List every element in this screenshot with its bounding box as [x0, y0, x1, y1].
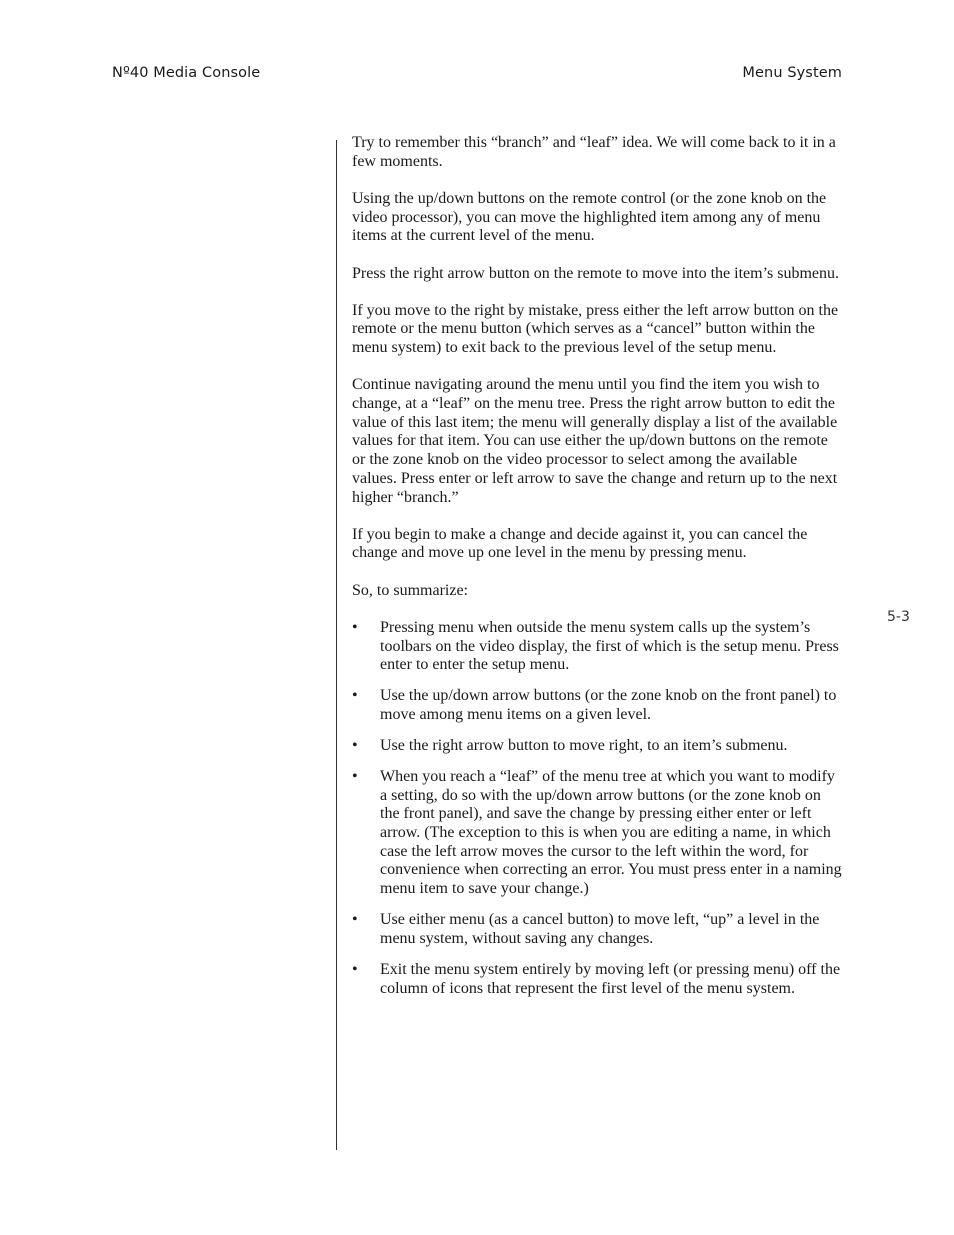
list-item — [352, 619, 844, 675]
paragraph-cancel: If you begin to make a change and decide against it, you can cancel the change and move up one level in the menu by pressing menu. — [352, 525, 808, 562]
paragraph-up-down: Using the up/down buttons on the remote control (or the zone knob on the video processor), you can move the highlighted item among any of menu items at the current level of the menu. — [352, 189, 827, 245]
list-item — [352, 768, 844, 899]
list-item — [352, 737, 844, 756]
list-item-text: Use the right arrow button to move right, to an item’s submenu. — [380, 736, 788, 754]
bullet-mark: • — [352, 767, 358, 785]
list-item-text: Use either menu (as a cancel button) to move left, “up” a level in the menu system, without saving any changes. — [380, 911, 820, 947]
bullet-mark: • — [352, 736, 358, 754]
list-item — [352, 687, 844, 724]
paragraph-continue: Continue navigating around the menu until you find the item you wish to change, at a “leaf” on the menu tree. Press the right arrow button to edit the value of this last item; the menu will generally display a list of the available values for that item. You can use either the up/down buttons on the remote or the zone knob on the video processor to select among the available values. Press enter or left arrow to save the change and return up to the next higher “branch.” — [352, 376, 838, 506]
running-header-section: Menu System — [742, 65, 842, 81]
bullet-mark: • — [352, 618, 358, 636]
bullet-mark: • — [352, 911, 358, 929]
list-item-text: Exit the menu system entirely by moving left (or pressing menu) off the column of icons that represent the first level of the menu system. — [380, 960, 841, 997]
margin-rule — [336, 140, 337, 1150]
paragraph-right-arrow: Press the right arrow button on the remote to move into the item’s submenu. — [352, 264, 840, 282]
page-number: 5-3 — [887, 609, 910, 625]
body-text — [352, 134, 844, 1011]
list-item — [352, 961, 844, 998]
paragraph-summarize: So, to summarize: — [352, 581, 468, 599]
bullet-mark: • — [352, 687, 358, 705]
list-item — [352, 911, 844, 948]
paragraph-branch-leaf: Try to remember this “branch” and “leaf” idea. We will come back to it in a few moments. — [352, 134, 836, 170]
paragraph-mistake: If you move to the right by mistake, press either the left arrow button on the remote or the menu button (which serves as a “cancel” button within the menu system) to exit back to the previous level of the setup menu. — [352, 301, 839, 357]
summary-list — [352, 619, 844, 998]
list-item-text: Pressing menu when outside the menu system calls up the system’s toolbars on the video display, the first of which is the setup menu. Press enter to enter the setup menu. — [380, 618, 839, 674]
running-header-title: Nº40 Media Console — [112, 65, 261, 81]
bullet-mark: • — [352, 960, 358, 978]
list-item-text: When you reach a “leaf” of the menu tree at which you want to modify a setting, do so with the up/down arrow buttons (or the zone knob on the front panel), and save the change by pressing either enter or left arrow. (The exception to this is when you are editing a name, in which case the left arrow moves the cursor to the left within the word, for convenience when correcting an error. You must press enter in a naming menu item to save your change.) — [380, 767, 842, 898]
list-item-text: Use the up/down arrow buttons (or the zone knob on the front panel) to move among menu items on a given level. — [380, 687, 837, 723]
